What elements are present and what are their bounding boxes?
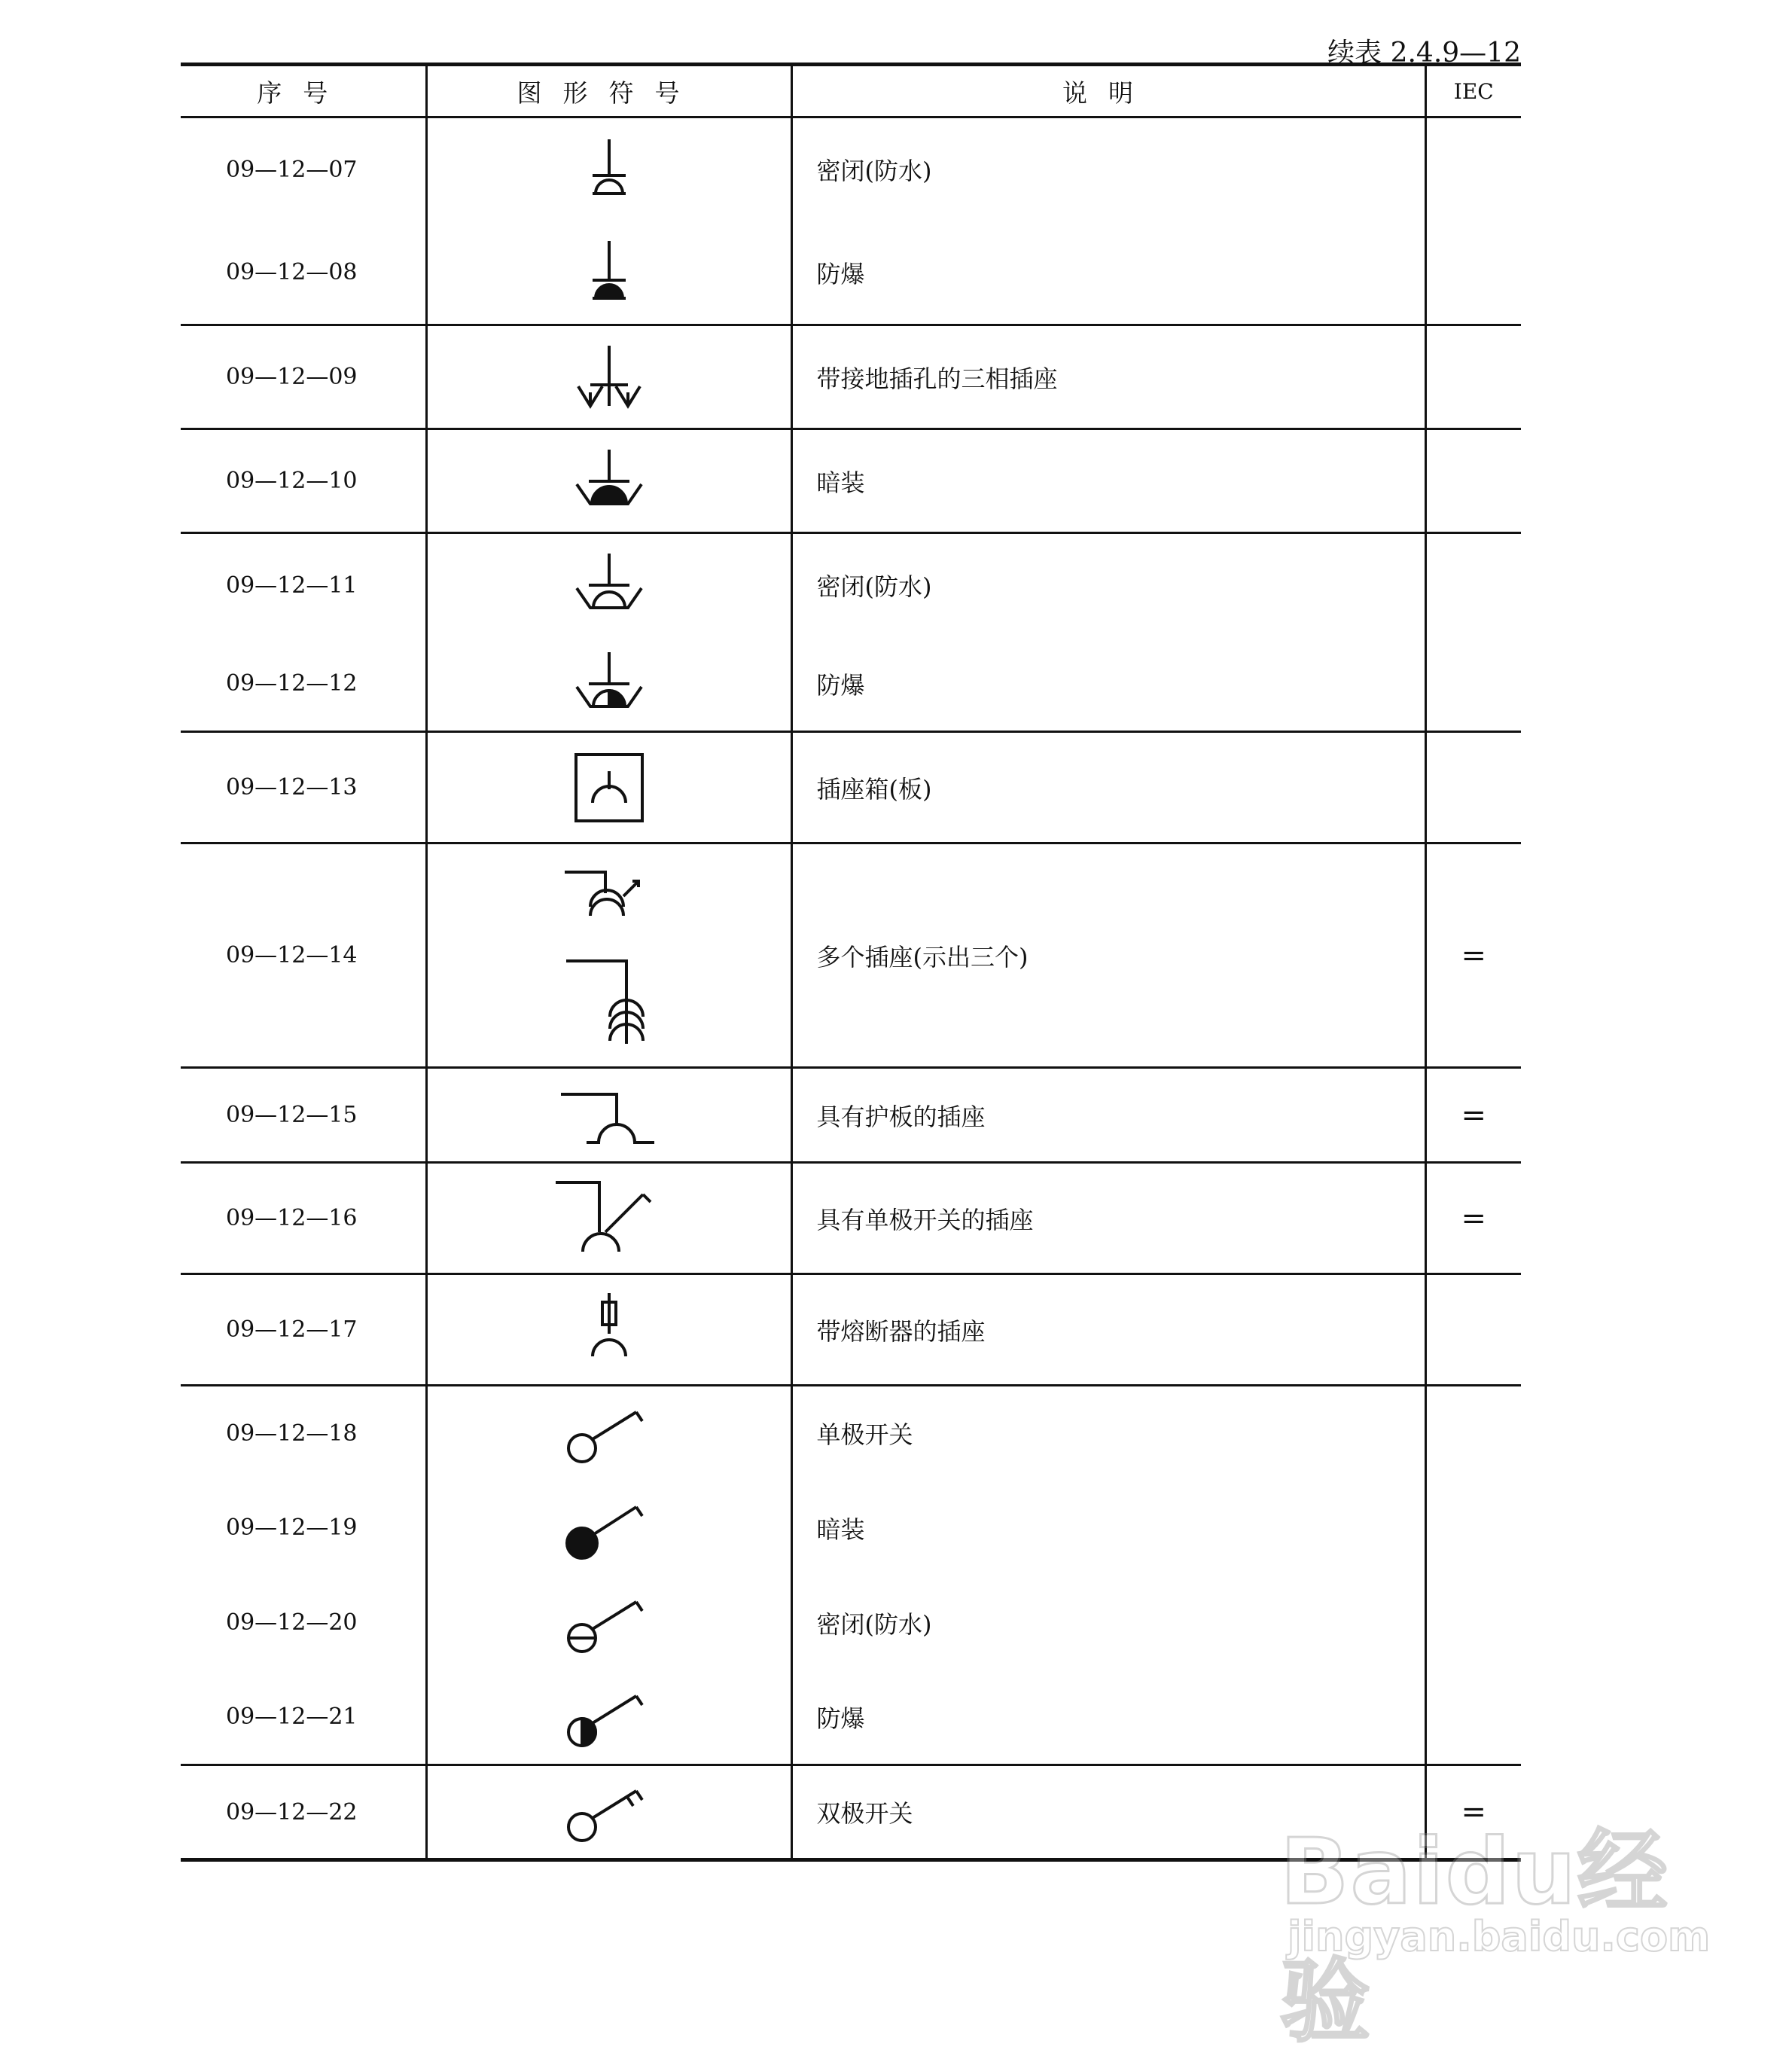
row-description: 具有护板的插座 — [791, 1068, 1425, 1163]
row-iec: = — [1425, 1068, 1521, 1163]
table-row — [181, 843, 1521, 1068]
single-pole-switch-sealed-icon — [564, 1585, 654, 1661]
double-pole-switch-icon — [564, 1774, 654, 1850]
single-pole-switch-icon — [564, 1396, 654, 1471]
table-row — [181, 732, 1521, 843]
row-iec — [1425, 221, 1521, 325]
socket-sealed-icon — [579, 132, 639, 207]
table-row — [181, 1163, 1521, 1274]
row-iec — [1425, 1576, 1521, 1670]
table-row — [181, 325, 1521, 429]
table-row — [181, 637, 1521, 732]
row-number: 09—12—22 — [181, 1765, 426, 1860]
table-header-row — [181, 65, 1521, 117]
row-description: 插座箱(板) — [791, 732, 1425, 843]
row-number: 09—12—18 — [225, 1420, 358, 1447]
row-number: 09—12—12 — [181, 637, 426, 732]
socket-with-shutter-icon — [556, 1078, 662, 1153]
row-iec — [1425, 1670, 1521, 1765]
row-iec — [1425, 1481, 1521, 1576]
row-description: 多个插座(示出三个) — [791, 843, 1425, 1068]
socket-explosion-proof-icon — [579, 235, 639, 310]
header-desc: 说明 — [791, 65, 1425, 117]
table-row — [181, 1274, 1521, 1386]
row-description: 密闭(防水) — [791, 533, 1425, 637]
socket-with-switch-icon — [553, 1173, 666, 1264]
three-phase-socket-sealed-icon — [568, 548, 651, 623]
row-number: 09—12—11 — [225, 572, 358, 599]
row-description: 防爆 — [791, 637, 1425, 732]
row-iec — [1425, 117, 1521, 221]
row-description: 暗装 — [791, 429, 1425, 533]
header-no: 序号 — [181, 65, 426, 117]
single-pole-switch-explosion-proof-icon — [564, 1679, 654, 1755]
row-description: 带熔断器的插座 — [791, 1274, 1425, 1386]
socket-box-icon — [571, 750, 647, 825]
watermark-main-text: Baidu经验 — [1280, 1820, 1669, 2054]
three-phase-socket-earth-icon — [568, 340, 651, 415]
row-number: 09—12—09 — [181, 325, 426, 429]
table-row — [181, 1068, 1521, 1163]
row-description: 具有单极开关的插座 — [791, 1163, 1425, 1274]
multiple-sockets-icon — [560, 862, 658, 1050]
table-row — [181, 1576, 1521, 1670]
row-iec — [1425, 1386, 1521, 1481]
row-description: 防爆 — [791, 1670, 1425, 1765]
three-phase-socket-concealed-icon — [568, 444, 651, 519]
header-iec: IEC — [1425, 65, 1521, 117]
row-iec: = — [1425, 1765, 1521, 1860]
row-number: 09—12—20 — [225, 1609, 358, 1636]
row-description: 暗装 — [791, 1481, 1425, 1576]
table-row — [181, 117, 1521, 221]
row-iec — [1425, 732, 1521, 843]
row-iec — [1425, 325, 1521, 429]
row-description: 密闭(防水) — [791, 1576, 1425, 1670]
row-description: 单极开关 — [791, 1386, 1425, 1481]
row-number: 09—12—21 — [181, 1670, 426, 1765]
row-iec — [1425, 637, 1521, 732]
row-iec: = — [1425, 1163, 1521, 1274]
table-row — [181, 1386, 1521, 1481]
row-number: 09—12—08 — [181, 221, 426, 325]
table-row — [181, 533, 1521, 637]
table-row — [181, 429, 1521, 533]
symbol-table — [181, 63, 1521, 1862]
table-row — [181, 1670, 1521, 1765]
row-iec — [1425, 1274, 1521, 1386]
row-number: 09—12—14 — [181, 843, 426, 1068]
row-description: 带接地插孔的三相插座 — [791, 325, 1425, 429]
watermark-url-text: jingyan.baidu.com — [1288, 1913, 1711, 1960]
row-description: 双极开关 — [791, 1765, 1425, 1860]
row-number: 09—12—07 — [225, 156, 358, 183]
baidu-watermark — [1280, 1800, 1711, 2054]
three-phase-socket-explosion-proof-icon — [568, 646, 651, 721]
row-iec: = — [1425, 843, 1521, 1068]
row-description: 密闭(防水) — [791, 117, 1425, 221]
row-iec — [1425, 533, 1521, 637]
row-number: 09—12—19 — [225, 1515, 358, 1541]
row-description: 防爆 — [791, 221, 1425, 325]
row-iec — [1425, 429, 1521, 533]
table-row — [181, 1481, 1521, 1576]
header-symbol: 图形符号 — [426, 65, 791, 117]
row-number: 09—12—13 — [181, 732, 426, 843]
socket-with-fuse-icon — [579, 1289, 639, 1371]
table-caption: 续表 2.4.9—12 — [1327, 38, 1521, 69]
row-number: 09—12—17 — [181, 1274, 426, 1386]
row-number: 09—12—10 — [181, 429, 426, 533]
row-number: 09—12—16 — [181, 1163, 426, 1274]
single-pole-switch-concealed-icon — [564, 1490, 654, 1566]
table-row — [181, 221, 1521, 325]
row-number: 09—12—15 — [181, 1068, 426, 1163]
